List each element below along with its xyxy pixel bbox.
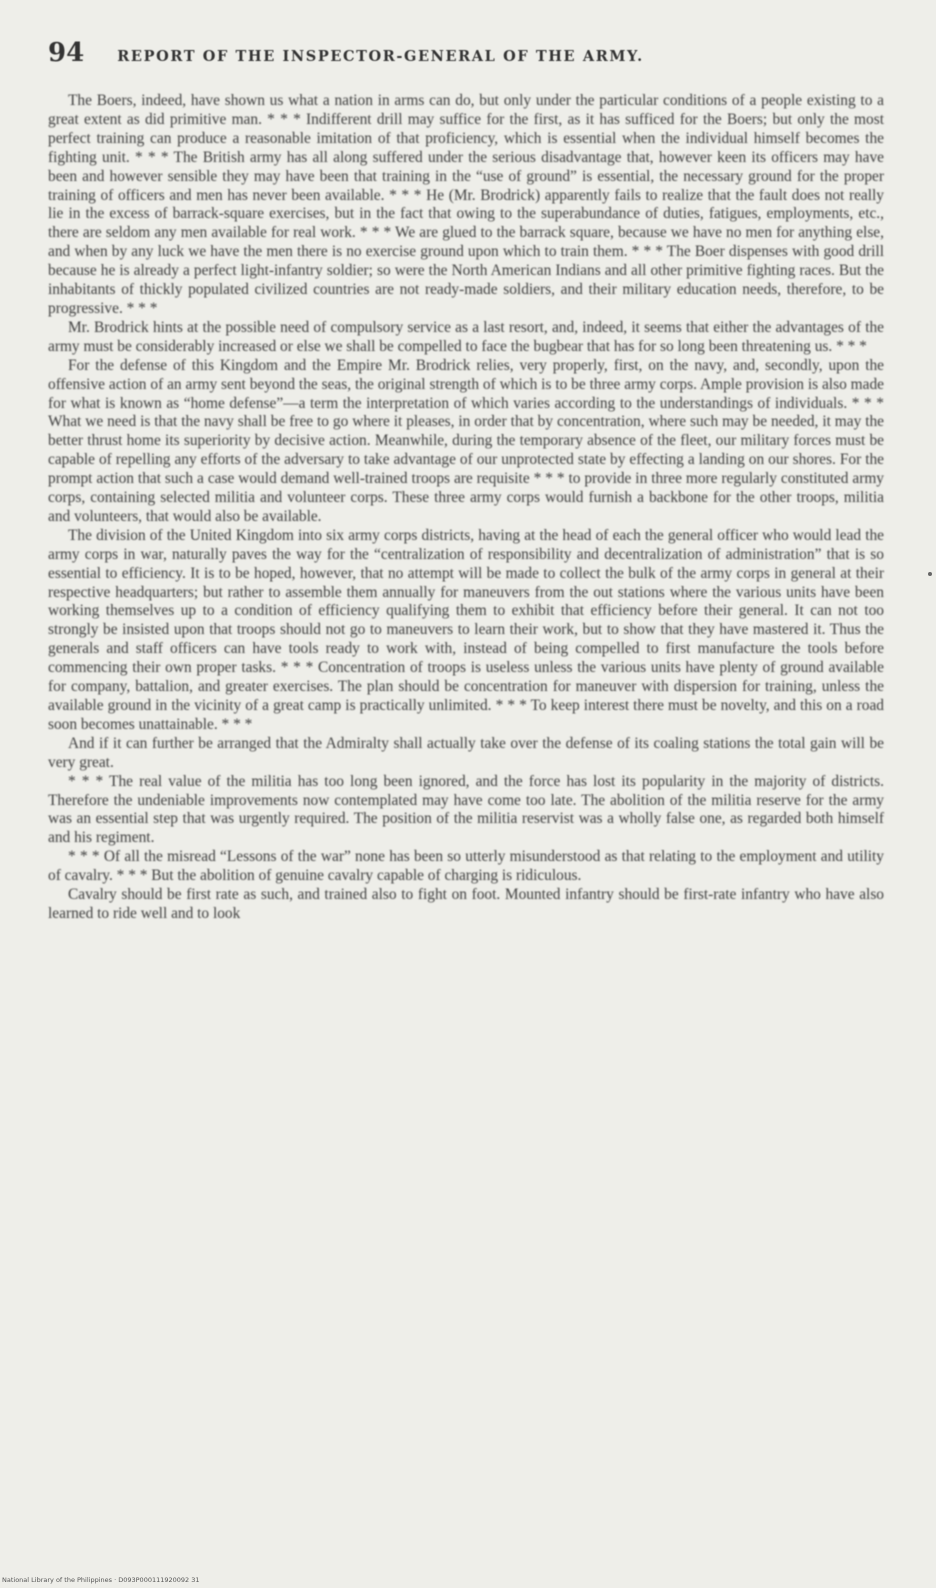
page-header — [48, 38, 898, 74]
scan-edge-mark — [928, 572, 932, 576]
scan-credit-footer: National Library of the Philippines · D093P000111920092 31 — [2, 1576, 200, 1584]
paragraph: * * * Of all the misread “Lessons of the war” none has been so utterly misunderstood as that relating to the employment and utility of cavalry. * * * But the abolition of genuine cavalry capable of charging is ridiculous. — [48, 848, 884, 885]
paragraph: And if it can further be arranged that the Admiralty shall actually take over the defense of its coaling stations the total gain will be very great. — [48, 734, 884, 771]
body-text — [48, 92, 884, 1542]
page-number: 94 — [48, 38, 85, 68]
paragraph: The Boers, indeed, have shown us what a nation in arms can do, but only under the particular conditions of a people existing to a great extent as did primitive man. * * * Indifferent drill may suffice for the first, as it has sufficed for the Boers; but only the most perfect training can produce a reasonable imitation of that proficiency, which is essential when the individual himself becomes the fighting unit. * * * The British army has all along suffered under the serious disadvantage that, however keen its officers may have been and however sensible they may have been that training in the “use of ground” is essential, the necessary ground for the proper training of officers and men has never been available. * * * He (Mr. Brodrick) apparently fails to realize that the fault does not really lie in the excess of barrack-square exercises, but in the fact that owing to the superabundance of duties, fatigues, employments, etc., there are seldom any men available for real work. * * * We are glued to the barrack square, because we have no men for anything else, and when by any luck we have the men there is no exercise ground upon which to train them. * * * The Boer dispenses with good drill because he is already a perfect light-infantry soldier; so were the North American Indians and all other primitive fighting races. But the inhabitants of thickly populated civilized countries are not ready-made soldiers, and their military education needs, therefore, to be progressive. * * * — [48, 92, 884, 317]
paragraph: Mr. Brodrick hints at the possible need of compulsory service as a last resort, and, indeed, it seems that either the advantages of the army must be considerably increased or else we shall be compelled to face the bugbear that has for so long been threatening us. * * * — [48, 318, 884, 355]
paragraph: * * * The real value of the militia has too long been ignored, and the force has lost its popularity in the majority of districts. Therefore the undeniable improvements now contemplated may have come too late. The abolition of the militia reserve for the army was an essential step that was urgently required. The position of the militia reservist was a wholly false one, as regarded both himself and his regiment. — [48, 772, 884, 847]
running-head: REPORT OF THE INSPECTOR-GENERAL OF THE ARMY. — [117, 48, 644, 65]
paragraph: The division of the United Kingdom into six army corps districts, having at the head of each the general officer who would lead the army corps in war, naturally paves the way for the “centralization of responsibility and decentralization of administration” that is so essential to efficiency. It is to be hoped, however, that no attempt will be made to collect the bulk of the army corps in general at their respective headquarters; but rather to assemble them annually for maneuvers from the out stations where the various units have been working themselves up to a condition of efficiency qualifying them to exhibit that efficiency before their general. It can not too strongly be insisted upon that troops should not go to maneuvers to learn their work, but to show that they have mastered it. Thus the generals and staff officers can have tools ready to work with, instead of being compelled to first manufacture the tools before commencing their own proper tasks. * * * Concentration of troops is useless unless the various units have plenty of ground available for company, battalion, and greater exercises. The plan should be concentration for maneuver with dispersion for training, unless the available ground in the vicinity of a great camp is practically unlimited. * * * To keep interest there must be novelty, and this on a road soon becomes unattainable. * * * — [48, 526, 884, 733]
paragraph: For the defense of this Kingdom and the Empire Mr. Brodrick relies, very properly, first, on the navy, and, secondly, upon the offensive action of an army sent beyond the seas, the original strength of which is to be three army corps. Ample provision is also made for what is known as “home defense”—a term the interpretation of which varies according to the understandings of individuals. * * * What we need is that the navy shall be free to go where it pleases, in order that by concentration, where such may be needed, it may the better thrust home its superiority by decisive action. Meanwhile, during the temporary absence of the fleet, our military forces must be capable of repelling any efforts of the adversary to take advantage of our unprotected state by effecting a landing on our shores. For the prompt action that such a case would demand well-trained troops are requisite * * * to provide in three more regularly constituted army corps, containing selected militia and volunteer corps. These three army corps would furnish a backbone for the other troops, militia and volunteers, that would also be available. — [48, 356, 884, 525]
paragraph: Cavalry should be first rate as such, and trained also to fight on foot. Mounted infantry should be first-rate infantry who have also learned to ride well and to look — [48, 886, 884, 922]
